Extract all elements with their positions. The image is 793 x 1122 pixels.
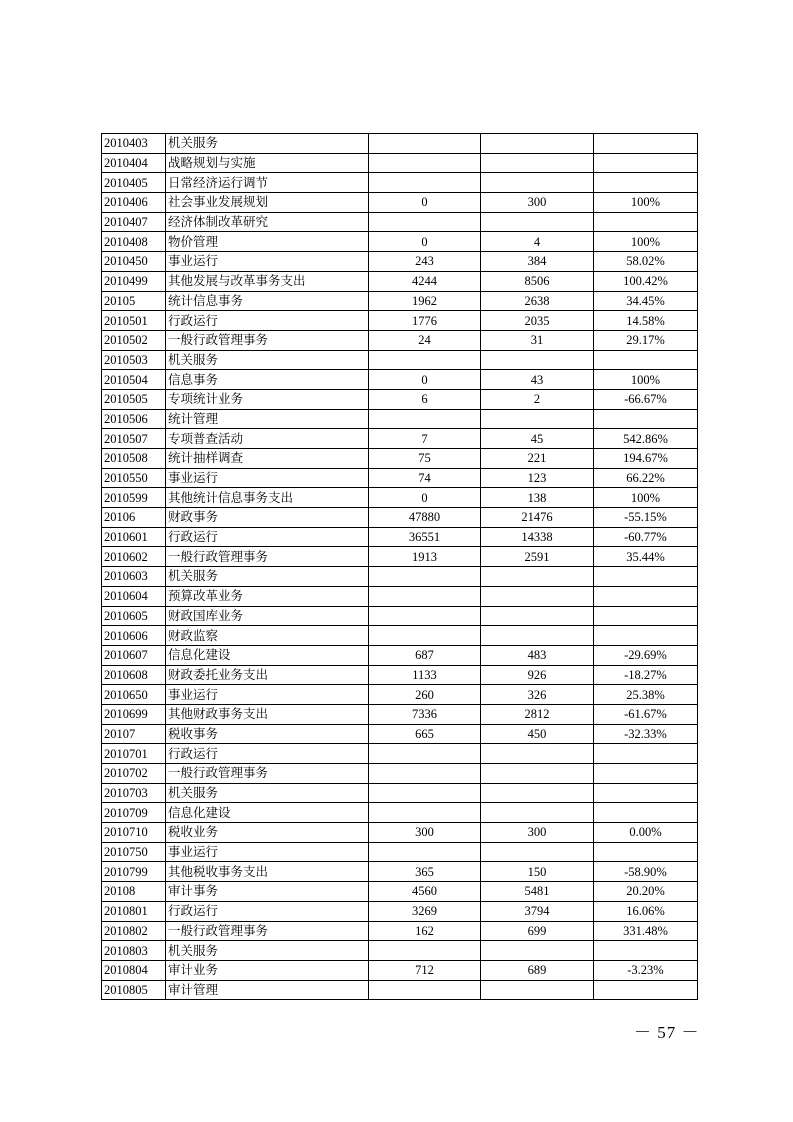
cell-value-1	[369, 626, 481, 646]
cell-value-2	[481, 941, 594, 961]
cell-name: 其他发展与改革事务支出	[166, 271, 369, 291]
cell-value-2: 2	[481, 389, 594, 409]
cell-code: 2010650	[102, 685, 166, 705]
cell-name: 机关服务	[166, 350, 369, 370]
cell-value-2: 300	[481, 193, 594, 213]
cell-percent: 100.42%	[594, 271, 698, 291]
cell-value-1: 665	[369, 724, 481, 744]
cell-name: 事业运行	[166, 842, 369, 862]
table-row	[102, 508, 698, 528]
cell-value-2	[481, 842, 594, 862]
cell-name: 一般行政管理事务	[166, 764, 369, 784]
cell-code: 2010607	[102, 645, 166, 665]
cell-value-2: 5481	[481, 882, 594, 902]
cell-percent	[594, 744, 698, 764]
table-row	[102, 153, 698, 173]
cell-name: 其他税收事务支出	[166, 862, 369, 882]
cell-name: 机关服务	[166, 783, 369, 803]
cell-code: 2010508	[102, 449, 166, 469]
cell-value-1	[369, 980, 481, 1000]
table-row	[102, 980, 698, 1000]
cell-percent: 35.44%	[594, 547, 698, 567]
cell-value-1	[369, 941, 481, 961]
table-row	[102, 764, 698, 784]
cell-percent: 331.48%	[594, 921, 698, 941]
cell-percent	[594, 350, 698, 370]
cell-code: 2010406	[102, 193, 166, 213]
table-row	[102, 941, 698, 961]
table-row	[102, 488, 698, 508]
table-row	[102, 862, 698, 882]
cell-name: 机关服务	[166, 134, 369, 154]
cell-percent: -32.33%	[594, 724, 698, 744]
cell-percent	[594, 606, 698, 626]
cell-percent: 542.86%	[594, 429, 698, 449]
cell-name: 财政国库业务	[166, 606, 369, 626]
cell-value-2	[481, 803, 594, 823]
cell-code: 20108	[102, 882, 166, 902]
cell-name: 行政运行	[166, 744, 369, 764]
table-row	[102, 744, 698, 764]
cell-name: 事业运行	[166, 685, 369, 705]
cell-name: 行政运行	[166, 901, 369, 921]
cell-name: 信息事务	[166, 370, 369, 390]
cell-value-1	[369, 350, 481, 370]
cell-code: 2010408	[102, 232, 166, 252]
cell-percent: 100%	[594, 193, 698, 213]
cell-code: 2010504	[102, 370, 166, 390]
cell-name: 事业运行	[166, 252, 369, 272]
cell-value-1: 260	[369, 685, 481, 705]
cell-value-2	[481, 134, 594, 154]
cell-value-1	[369, 744, 481, 764]
cell-code: 2010601	[102, 527, 166, 547]
cell-code: 2010450	[102, 252, 166, 272]
cell-name: 专项普查活动	[166, 429, 369, 449]
cell-value-2: 300	[481, 823, 594, 843]
cell-code: 2010804	[102, 960, 166, 980]
cell-name: 机关服务	[166, 567, 369, 587]
cell-value-1: 1776	[369, 311, 481, 331]
cell-value-2: 45	[481, 429, 594, 449]
cell-name: 审计事务	[166, 882, 369, 902]
cell-name: 财政委托业务支出	[166, 665, 369, 685]
cell-value-2: 2638	[481, 291, 594, 311]
cell-code: 2010507	[102, 429, 166, 449]
table-row	[102, 449, 698, 469]
table-row	[102, 252, 698, 272]
cell-percent: 16.06%	[594, 901, 698, 921]
table-row	[102, 547, 698, 567]
cell-name: 统计信息事务	[166, 291, 369, 311]
cell-value-2	[481, 586, 594, 606]
table-row	[102, 803, 698, 823]
cell-code: 2010699	[102, 704, 166, 724]
table-row	[102, 842, 698, 862]
table-row	[102, 527, 698, 547]
cell-name: 行政运行	[166, 311, 369, 331]
cell-percent: 100%	[594, 488, 698, 508]
cell-code: 2010502	[102, 330, 166, 350]
table-row	[102, 350, 698, 370]
cell-percent: 25.38%	[594, 685, 698, 705]
cell-value-1: 243	[369, 252, 481, 272]
table-row	[102, 665, 698, 685]
cell-percent: -60.77%	[594, 527, 698, 547]
cell-name: 其他财政事务支出	[166, 704, 369, 724]
cell-value-1	[369, 764, 481, 784]
cell-value-1: 75	[369, 449, 481, 469]
table-row	[102, 921, 698, 941]
cell-name: 物价管理	[166, 232, 369, 252]
cell-percent	[594, 134, 698, 154]
table-row	[102, 429, 698, 449]
cell-code: 2010803	[102, 941, 166, 961]
cell-name: 税收业务	[166, 823, 369, 843]
cell-code: 2010701	[102, 744, 166, 764]
cell-percent: -18.27%	[594, 665, 698, 685]
table-row	[102, 783, 698, 803]
cell-code: 2010602	[102, 547, 166, 567]
cell-value-1	[369, 606, 481, 626]
cell-name: 战略规划与实施	[166, 153, 369, 173]
cell-value-2: 483	[481, 645, 594, 665]
cell-name: 机关服务	[166, 941, 369, 961]
cell-value-2: 3794	[481, 901, 594, 921]
cell-code: 2010603	[102, 567, 166, 587]
cell-value-1: 0	[369, 488, 481, 508]
table-row	[102, 291, 698, 311]
cell-value-2: 450	[481, 724, 594, 744]
cell-value-1: 1962	[369, 291, 481, 311]
table-row	[102, 389, 698, 409]
cell-percent	[594, 783, 698, 803]
cell-name: 其他统计信息事务支出	[166, 488, 369, 508]
cell-value-1	[369, 567, 481, 587]
cell-name: 事业运行	[166, 468, 369, 488]
cell-value-1	[369, 409, 481, 429]
cell-code: 2010604	[102, 586, 166, 606]
cell-value-2: 689	[481, 960, 594, 980]
cell-value-1: 6	[369, 389, 481, 409]
cell-value-2	[481, 783, 594, 803]
cell-value-1: 74	[369, 468, 481, 488]
cell-code: 2010750	[102, 842, 166, 862]
cell-value-2	[481, 153, 594, 173]
cell-percent	[594, 764, 698, 784]
cell-code: 2010709	[102, 803, 166, 823]
table-row	[102, 567, 698, 587]
cell-value-1	[369, 803, 481, 823]
cell-value-1	[369, 212, 481, 232]
cell-percent	[594, 941, 698, 961]
cell-value-2	[481, 764, 594, 784]
cell-percent	[594, 153, 698, 173]
cell-value-2: 150	[481, 862, 594, 882]
table-row	[102, 960, 698, 980]
cell-percent	[594, 803, 698, 823]
cell-value-1: 4244	[369, 271, 481, 291]
cell-code: 20107	[102, 724, 166, 744]
cell-code: 2010599	[102, 488, 166, 508]
table-row	[102, 685, 698, 705]
cell-percent: -3.23%	[594, 960, 698, 980]
cell-percent: 0.00%	[594, 823, 698, 843]
cell-percent: -55.15%	[594, 508, 698, 528]
table-row	[102, 645, 698, 665]
cell-value-2: 123	[481, 468, 594, 488]
cell-name: 审计管理	[166, 980, 369, 1000]
table-row	[102, 626, 698, 646]
cell-value-2: 31	[481, 330, 594, 350]
cell-value-2: 221	[481, 449, 594, 469]
cell-value-2: 8506	[481, 271, 594, 291]
cell-value-1: 0	[369, 232, 481, 252]
cell-percent	[594, 567, 698, 587]
table-row	[102, 370, 698, 390]
cell-name: 审计业务	[166, 960, 369, 980]
cell-name: 统计管理	[166, 409, 369, 429]
cell-value-2: 138	[481, 488, 594, 508]
cell-name: 社会事业发展规划	[166, 193, 369, 213]
cell-value-1: 300	[369, 823, 481, 843]
cell-value-2	[481, 409, 594, 429]
cell-percent: -58.90%	[594, 862, 698, 882]
cell-percent	[594, 626, 698, 646]
cell-value-2: 4	[481, 232, 594, 252]
cell-value-1: 1913	[369, 547, 481, 567]
cell-percent: 58.02%	[594, 252, 698, 272]
cell-value-1: 47880	[369, 508, 481, 528]
cell-value-1: 365	[369, 862, 481, 882]
cell-percent: -66.67%	[594, 389, 698, 409]
cell-name: 统计抽样调查	[166, 449, 369, 469]
table-row	[102, 724, 698, 744]
cell-value-2	[481, 350, 594, 370]
cell-value-2: 43	[481, 370, 594, 390]
cell-percent: 100%	[594, 370, 698, 390]
cell-percent: 194.67%	[594, 449, 698, 469]
cell-percent	[594, 173, 698, 193]
cell-value-2: 926	[481, 665, 594, 685]
table-row	[102, 409, 698, 429]
cell-percent	[594, 980, 698, 1000]
cell-percent: 66.22%	[594, 468, 698, 488]
cell-code: 2010407	[102, 212, 166, 232]
budget-table-body	[102, 134, 698, 1000]
table-row	[102, 586, 698, 606]
cell-value-1	[369, 134, 481, 154]
cell-percent	[594, 409, 698, 429]
cell-code: 2010404	[102, 153, 166, 173]
cell-name: 一般行政管理事务	[166, 921, 369, 941]
cell-code: 20106	[102, 508, 166, 528]
cell-percent: 29.17%	[594, 330, 698, 350]
cell-name: 专项统计业务	[166, 389, 369, 409]
cell-value-2	[481, 212, 594, 232]
cell-code: 2010503	[102, 350, 166, 370]
cell-value-2	[481, 626, 594, 646]
cell-percent	[594, 842, 698, 862]
cell-code: 2010505	[102, 389, 166, 409]
cell-code: 2010501	[102, 311, 166, 331]
cell-code: 2010550	[102, 468, 166, 488]
cell-name: 经济体制改革研究	[166, 212, 369, 232]
cell-percent: 34.45%	[594, 291, 698, 311]
cell-value-2: 2812	[481, 704, 594, 724]
cell-value-1: 4560	[369, 882, 481, 902]
table-row	[102, 232, 698, 252]
cell-value-2: 2035	[481, 311, 594, 331]
cell-code: 20105	[102, 291, 166, 311]
cell-name: 信息化建设	[166, 803, 369, 823]
table-row	[102, 901, 698, 921]
cell-value-2	[481, 980, 594, 1000]
table-row	[102, 823, 698, 843]
cell-value-2: 699	[481, 921, 594, 941]
table-row	[102, 212, 698, 232]
cell-percent: 14.58%	[594, 311, 698, 331]
cell-value-1: 7336	[369, 704, 481, 724]
cell-value-1: 1133	[369, 665, 481, 685]
page-number: － 57 －	[634, 1023, 700, 1042]
table-row	[102, 134, 698, 154]
table-row	[102, 193, 698, 213]
cell-value-1: 3269	[369, 901, 481, 921]
cell-code: 2010702	[102, 764, 166, 784]
cell-code: 2010506	[102, 409, 166, 429]
cell-percent: 20.20%	[594, 882, 698, 902]
table-row	[102, 704, 698, 724]
cell-value-2: 14338	[481, 527, 594, 547]
cell-value-2: 384	[481, 252, 594, 272]
cell-value-1: 36551	[369, 527, 481, 547]
cell-percent: 100%	[594, 232, 698, 252]
cell-value-1: 24	[369, 330, 481, 350]
table-row	[102, 311, 698, 331]
cell-value-2	[481, 606, 594, 626]
cell-code: 2010606	[102, 626, 166, 646]
cell-value-1	[369, 586, 481, 606]
cell-value-1: 7	[369, 429, 481, 449]
cell-percent	[594, 586, 698, 606]
cell-value-2	[481, 567, 594, 587]
cell-name: 行政运行	[166, 527, 369, 547]
cell-value-2: 21476	[481, 508, 594, 528]
cell-code: 2010403	[102, 134, 166, 154]
cell-value-1: 687	[369, 645, 481, 665]
cell-name: 税收事务	[166, 724, 369, 744]
cell-code: 2010805	[102, 980, 166, 1000]
cell-value-2	[481, 173, 594, 193]
cell-value-1: 0	[369, 370, 481, 390]
cell-name: 日常经济运行调节	[166, 173, 369, 193]
cell-name: 一般行政管理事务	[166, 547, 369, 567]
cell-value-1: 162	[369, 921, 481, 941]
cell-name: 预算改革业务	[166, 586, 369, 606]
cell-percent	[594, 212, 698, 232]
table-row	[102, 271, 698, 291]
cell-name: 财政监察	[166, 626, 369, 646]
cell-name: 信息化建设	[166, 645, 369, 665]
cell-value-1: 712	[369, 960, 481, 980]
cell-value-2: 326	[481, 685, 594, 705]
table-row	[102, 606, 698, 626]
cell-value-1	[369, 842, 481, 862]
cell-code: 2010799	[102, 862, 166, 882]
cell-code: 2010802	[102, 921, 166, 941]
cell-value-2: 2591	[481, 547, 594, 567]
cell-value-1: 0	[369, 193, 481, 213]
cell-value-1	[369, 173, 481, 193]
cell-code: 2010605	[102, 606, 166, 626]
cell-percent: -61.67%	[594, 704, 698, 724]
table-row	[102, 468, 698, 488]
cell-code: 2010710	[102, 823, 166, 843]
budget-table	[101, 133, 698, 1000]
cell-value-2	[481, 744, 594, 764]
table-row	[102, 330, 698, 350]
cell-value-1	[369, 153, 481, 173]
cell-name: 一般行政管理事务	[166, 330, 369, 350]
cell-value-1	[369, 783, 481, 803]
table-row	[102, 882, 698, 902]
cell-code: 2010703	[102, 783, 166, 803]
cell-code: 2010499	[102, 271, 166, 291]
cell-name: 财政事务	[166, 508, 369, 528]
cell-code: 2010608	[102, 665, 166, 685]
table-row	[102, 173, 698, 193]
cell-code: 2010405	[102, 173, 166, 193]
cell-percent: -29.69%	[594, 645, 698, 665]
cell-code: 2010801	[102, 901, 166, 921]
